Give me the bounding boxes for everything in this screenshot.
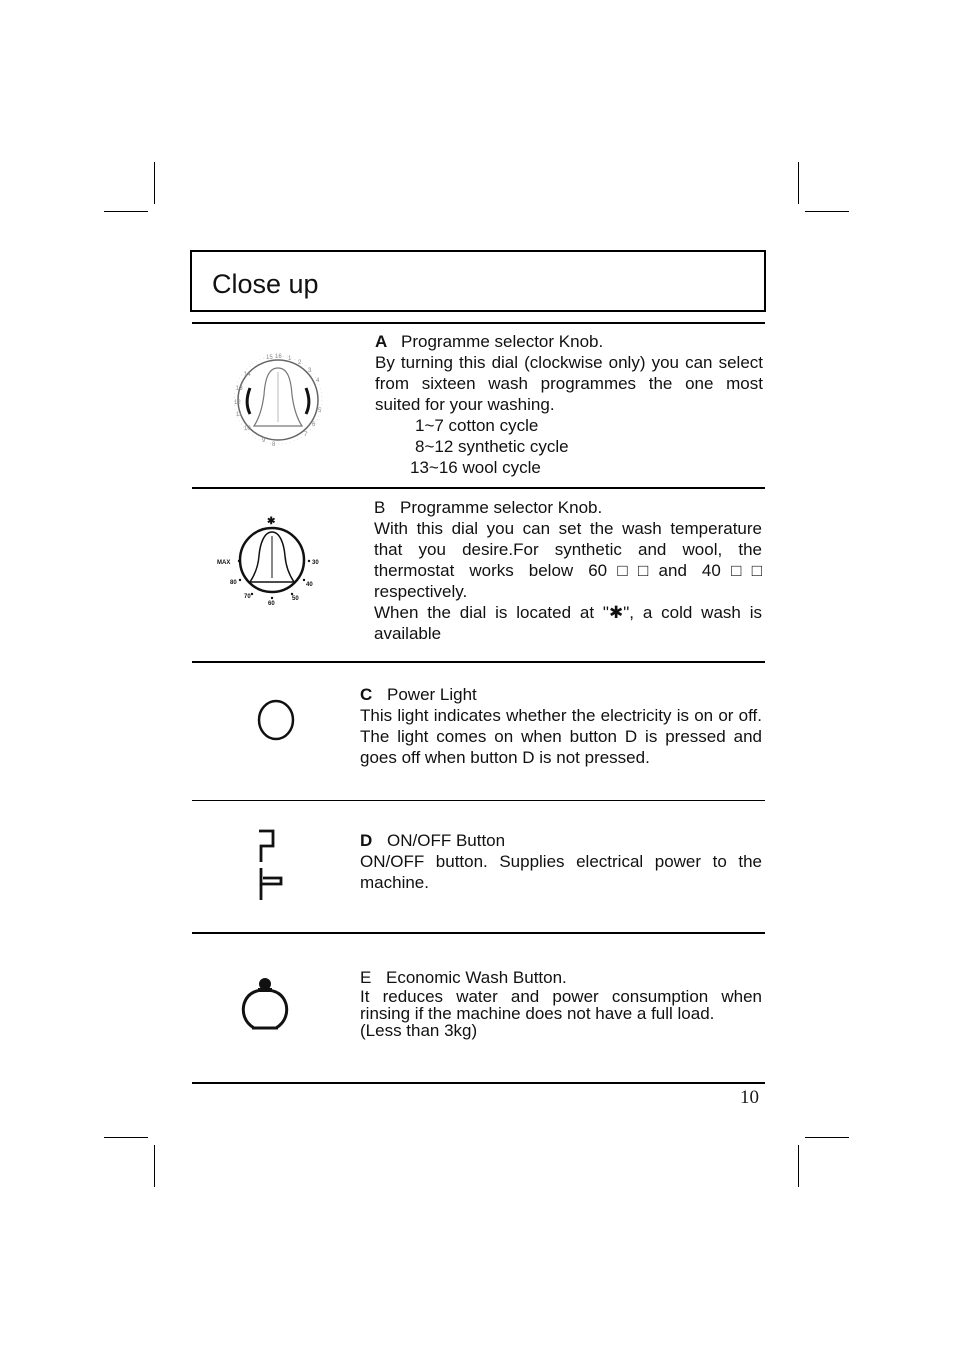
section-letter: C (360, 685, 373, 704)
section-body: With this dial you can set the wash temperature that you desire.For synthetic and wool, the thermostat works below 60□□and 40□□ respectively. (374, 519, 762, 601)
crop-mark (104, 211, 148, 212)
crop-mark (805, 211, 849, 212)
svg-text:1: 1 (288, 356, 292, 362)
list-item: 13~16 wool cycle (410, 458, 541, 477)
dial-label: MAX (217, 560, 231, 566)
section-heading: Economic Wash Button. (386, 968, 567, 987)
section-body: It reduces water and power consumption when rinsing if the machine does not have a full load. (360, 987, 762, 1023)
svg-text:6: 6 (312, 422, 316, 428)
section-body-note: (Less than 3kg) (360, 1021, 478, 1040)
crop-mark (154, 162, 155, 204)
svg-text:16: 16 (275, 354, 282, 360)
programme-dial-icon (228, 350, 328, 450)
list-item: 1~7 cotton cycle (415, 416, 539, 435)
crop-mark (104, 1137, 148, 1138)
svg-text:11: 11 (236, 412, 243, 418)
section-a-text (375, 331, 763, 478)
dial-label: 50 (292, 596, 299, 602)
svg-text:8: 8 (272, 442, 276, 448)
svg-text:12: 12 (234, 400, 241, 406)
svg-text:13: 13 (236, 386, 243, 392)
section-c-text (360, 684, 762, 768)
section-divider (192, 487, 765, 489)
dial-label: 30 (312, 560, 319, 566)
svg-text:2: 2 (298, 360, 302, 366)
dial-label: 60 (268, 601, 275, 607)
section-divider (192, 322, 765, 324)
svg-text:9: 9 (262, 438, 266, 444)
section-e-text (360, 967, 762, 1039)
svg-text:4: 4 (316, 378, 320, 384)
section-letter: D (360, 831, 373, 850)
title-box (190, 250, 766, 312)
svg-text:14: 14 (244, 372, 251, 378)
section-heading: ON/OFF Button (387, 831, 506, 850)
dial-label: 80 (230, 580, 237, 586)
section-d-text (360, 830, 762, 893)
svg-text:7: 7 (304, 432, 308, 438)
section-body-note: When the dial is located at "✱", a cold wash is available (374, 603, 762, 643)
section-body: By turning this dial (clockwise only) you can select from sixteen wash programmes the one most suited for your washing. (375, 353, 763, 414)
section-letter: B (374, 498, 386, 517)
section-divider (192, 1082, 765, 1084)
dial-label: 70 (244, 594, 251, 600)
temperature-dial-icon (214, 514, 330, 610)
section-b-text (374, 497, 762, 644)
svg-text:10: 10 (244, 426, 251, 432)
section-body: This light indicates whether the electricity is on or off. The light comes on when button D is pressed and goes off when button D is not pressed. (360, 706, 762, 767)
economic-wash-icon (240, 974, 290, 1034)
on-off-button-icon (255, 828, 289, 904)
page-number: 10 (740, 1087, 759, 1108)
dial-label: ✱ (267, 516, 276, 527)
section-divider (192, 800, 765, 801)
section-letter: A (375, 332, 388, 351)
section-body: ON/OFF button. Supplies electrical power to the machine. (360, 852, 762, 892)
section-divider (192, 661, 765, 663)
section-heading: Programme selector Knob. (401, 332, 604, 351)
svg-text:15: 15 (266, 355, 273, 361)
section-heading: Power Light (387, 685, 477, 704)
crop-mark (798, 162, 799, 204)
list-item: 8~12 synthetic cycle (415, 437, 569, 456)
svg-text:5: 5 (318, 408, 322, 414)
section-letter: E (360, 968, 372, 987)
svg-text:3: 3 (308, 368, 312, 374)
crop-mark (154, 1145, 155, 1187)
crop-mark (798, 1145, 799, 1187)
section-divider (192, 932, 765, 934)
section-heading: Programme selector Knob. (400, 498, 603, 517)
power-light-icon (255, 698, 297, 742)
page-title: Close up (212, 269, 319, 299)
crop-mark (805, 1137, 849, 1138)
dial-label: 40 (306, 582, 313, 588)
